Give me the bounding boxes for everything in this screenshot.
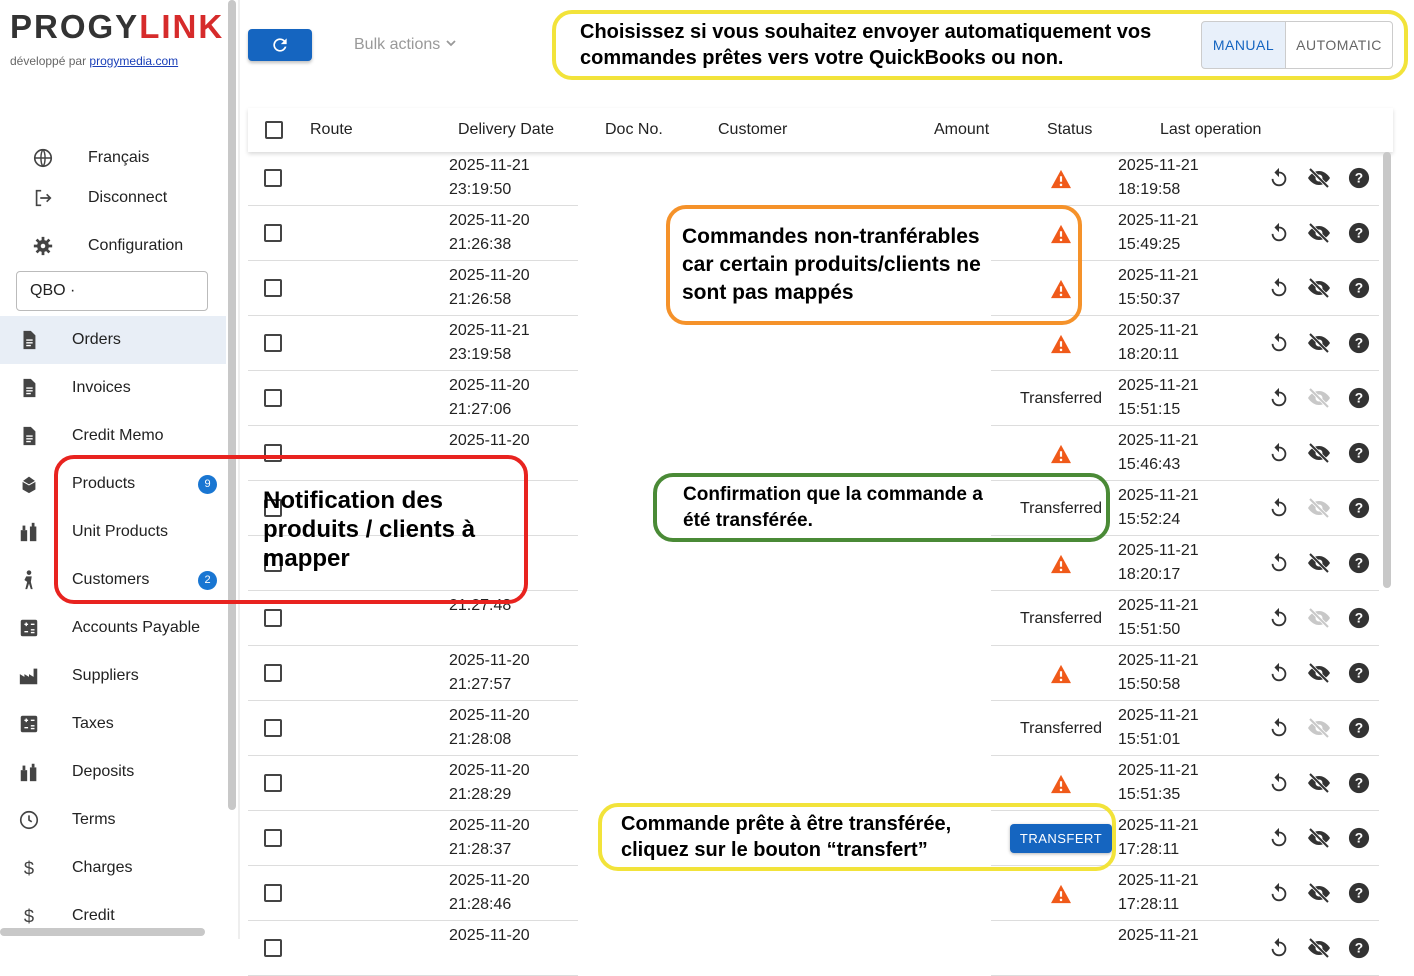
sidebar-item-invoices[interactable] [0,364,226,412]
row-checkbox[interactable] [264,884,282,902]
help-icon [1348,552,1370,574]
status-cell [1011,536,1111,591]
last-operation: 2025-11-21 15:46:43 [1118,432,1199,473]
row-checkbox[interactable] [264,719,282,737]
retry-button[interactable] [1267,551,1291,575]
retry-button[interactable] [1267,936,1291,960]
row-checkbox[interactable] [264,664,282,682]
column-amount[interactable]: Amount [934,121,990,138]
column-customer[interactable]: Customer [718,121,788,138]
eye-off-icon [1307,881,1331,905]
status-cell [1011,701,1111,756]
sidebar-item-label: Customers [72,571,150,588]
logo: PROGYLINK [10,8,225,45]
svg-text:?: ? [1354,500,1364,516]
retry-icon [1268,387,1290,409]
help-button[interactable] [1347,826,1371,850]
row-checkbox[interactable] [264,774,282,792]
bottles-icon [18,761,40,783]
retry-button[interactable] [1267,331,1291,355]
logout-icon [32,187,54,209]
retry-icon [1268,772,1290,794]
help-icon [1348,497,1370,519]
factory-icon [18,665,40,687]
delivery-date: 21:27:48 [449,597,512,614]
sidebar-item-label: Credit Memo [72,427,164,444]
sidebar-item-disconnect[interactable] [0,175,226,221]
sidebar-item-label: Disconnect [88,189,168,206]
last-operation: 2025-11-21 17:28:11 [1118,872,1199,913]
last-operation: 2025-11-21 15:51:01 [1118,707,1199,748]
last-operation: 2025-11-21 15:51:15 [1118,377,1199,418]
mode-manual-button[interactable]: MANUAL [1201,21,1286,69]
eye-off-icon [1307,716,1331,740]
hide-button[interactable] [1307,826,1331,850]
hide-button[interactable] [1307,331,1331,355]
status-text: Transferred [1019,609,1103,627]
table-row [248,151,1379,206]
help-icon [1348,827,1370,849]
status-text: Transferred [1019,499,1103,517]
svg-text:?: ? [1354,830,1364,846]
company-select[interactable]: QBO · [16,271,208,311]
table-row [248,921,1379,976]
warning-icon [1050,169,1072,189]
eye-off-icon [1307,606,1331,630]
hide-button[interactable] [1307,276,1331,300]
row-checkbox[interactable] [264,389,282,407]
person-icon [18,569,40,591]
status-cell [1011,151,1111,206]
help-button[interactable] [1347,661,1371,685]
hide-button[interactable] [1307,716,1331,740]
svg-text:?: ? [1354,720,1364,736]
document-icon [18,377,40,399]
table-header [248,108,1393,152]
last-operation: 2025-11-21 18:19:58 [1118,157,1199,198]
sidebar-item-label: Products [72,475,136,492]
svg-text:?: ? [1354,555,1364,571]
column-last-operation[interactable]: Last operation [1160,121,1262,138]
bulk-actions-dropdown[interactable]: Bulk actions [354,36,457,54]
help-icon [1348,277,1370,299]
status-text: Transferred [1019,719,1103,737]
status-cell [1011,866,1111,921]
clock-icon [18,809,40,831]
help-icon [1348,662,1370,684]
last-operation: 2025-11-21 15:52:24 [1118,487,1199,528]
help-button[interactable] [1347,331,1371,355]
last-operation: 2025-11-21 17:28:11 [1118,817,1199,858]
retry-button[interactable] [1267,881,1291,905]
mode-automatic-button[interactable]: AUTOMATIC [1285,21,1393,69]
help-icon [1348,167,1370,189]
eye-off-icon [1307,386,1331,410]
help-button[interactable] [1347,441,1371,465]
last-operation: 2025-11-21 18:20:11 [1118,322,1199,363]
eye-off-icon [1307,551,1331,575]
hide-button[interactable] [1307,496,1331,520]
sidebar-item-suppliers[interactable] [0,652,226,700]
eye-off-icon [1307,661,1331,685]
help-icon [1348,607,1370,629]
sidebar-item-label: Credit [72,907,115,924]
hide-button[interactable] [1307,551,1331,575]
retry-icon [1268,222,1290,244]
svg-text:?: ? [1354,610,1364,626]
delivery-date: 2025-11-21 23:19:50 [449,157,530,198]
help-icon [1348,387,1370,409]
help-button[interactable] [1347,386,1371,410]
callout-not-transferable: Commandes non-tranférables car certain produits/clients ne sont pas mappés [666,205,1082,325]
status-cell [1011,921,1111,976]
delivery-date: 2025-11-20 21:27:57 [449,652,530,693]
column-route[interactable]: Route [310,121,353,138]
eye-off-icon [1307,166,1331,190]
sidebar-item-charges[interactable] [0,844,226,892]
retry-icon [1268,332,1290,354]
delivery-date: 2025-11-20 21:27:06 [449,377,530,418]
table-scrollbar[interactable] [1383,152,1391,588]
sidebar-item-label: Suppliers [72,667,139,684]
help-button[interactable] [1347,551,1371,575]
svg-text:$: $ [23,905,35,927]
retry-icon [1268,662,1290,684]
sidebar-item-label: Taxes [72,715,114,732]
hide-button[interactable] [1307,771,1331,795]
refresh-button[interactable] [248,29,312,61]
svg-text:?: ? [1354,225,1364,241]
row-checkbox[interactable] [264,334,282,352]
document-icon [18,329,40,351]
retry-icon [1268,827,1290,849]
svg-text:?: ? [1354,665,1364,681]
hide-button[interactable] [1307,936,1331,960]
eye-off-icon [1307,276,1331,300]
help-button[interactable] [1347,166,1371,190]
eye-off-icon [1307,221,1331,245]
retry-icon [1268,717,1290,739]
help-icon [1348,882,1370,904]
delivery-date: 2025-11-20 [449,927,530,944]
retry-icon [1268,277,1290,299]
last-operation: 2025-11-21 15:50:37 [1118,267,1199,308]
eye-off-icon [1307,441,1331,465]
column-status[interactable]: Status [1047,121,1093,138]
retry-icon [1268,607,1290,629]
callout-ready-to-transfer: Commande prête à être transférée, cliquez sur le bouton “transfert” [598,803,1116,871]
sidebar-item-label: Invoices [72,379,131,396]
svg-text:$: $ [23,857,35,879]
sidebar-item-configuration[interactable] [0,223,226,269]
callout-mapping-notification: Notification des produits / clients à mapper [54,455,528,604]
delivery-date: 2025-11-21 23:19:58 [449,322,530,363]
delivery-date: 2025-11-20 21:26:58 [449,267,530,308]
sidebar-item-credit-memo[interactable] [0,412,226,460]
row-checkbox[interactable] [264,939,282,957]
notification-badge: 2 [198,571,217,590]
column-doc-no[interactable]: Doc No. [605,121,663,138]
sidebar-item-label: Français [88,149,150,166]
hide-button[interactable] [1307,221,1331,245]
delivery-date: 2025-11-20 21:28:29 [449,762,530,803]
help-button[interactable] [1347,606,1371,630]
svg-text:?: ? [1354,280,1364,296]
callout-mode-info: Choisissez si vous souhaitez envoyer automatiquement vos commandes prêtes vers votre QuickBooks ou non. [552,10,1408,80]
row-checkbox[interactable] [264,279,282,297]
last-operation: 2025-11-21 15:50:58 [1118,652,1199,693]
retry-button[interactable] [1267,386,1291,410]
help-icon [1348,442,1370,464]
sidebar-item-label: Accounts Payable [72,619,201,636]
sidebar-item-label: Terms [72,811,116,828]
last-operation: 2025-11-21 [1118,927,1199,944]
last-operation: 2025-11-21 18:20:17 [1118,542,1199,583]
retry-icon [1268,442,1290,464]
sidebar-item-taxes[interactable] [0,700,226,748]
help-icon [1348,222,1370,244]
retry-button[interactable] [1267,441,1291,465]
hide-button[interactable] [1307,881,1331,905]
calculator-icon [18,617,40,639]
warning-icon [1050,554,1072,574]
table-row [248,371,1379,426]
svg-text:?: ? [1354,775,1364,791]
help-button[interactable] [1347,936,1371,960]
help-button[interactable] [1347,771,1371,795]
table-row [248,866,1379,921]
table-row [248,701,1379,756]
eye-off-icon [1307,826,1331,850]
eye-off-icon [1307,496,1331,520]
hide-button[interactable] [1307,386,1331,410]
last-operation: 2025-11-21 15:51:50 [1118,597,1199,638]
last-operation: 2025-11-21 15:49:25 [1118,212,1199,253]
select-all-checkbox[interactable] [265,121,283,139]
help-button[interactable] [1347,276,1371,300]
hide-button[interactable] [1307,661,1331,685]
hide-button[interactable] [1307,606,1331,630]
sidebar-item-label: Charges [72,859,133,876]
gear-icon [32,235,54,257]
dollar-icon [18,857,40,879]
svg-text:?: ? [1354,390,1364,406]
callout-transferred: Confirmation que la commande a été transférée. [653,473,1110,542]
delivery-date: 2025-11-20 21:26:38 [449,212,530,253]
sidebar-item-terms[interactable] [0,796,226,844]
help-button[interactable] [1347,496,1371,520]
calculator-icon [18,713,40,735]
developer-link[interactable]: progymedia.com [89,54,179,68]
status-cell [1011,646,1111,701]
status-text: Transferred [1019,389,1103,407]
status-cell [1011,371,1111,426]
notification-badge: 9 [198,475,217,494]
document-icon [18,425,40,447]
row-checkbox[interactable] [264,169,282,187]
retry-icon [1268,937,1290,959]
sidebar-item-label: Configuration [88,237,184,254]
retry-button[interactable] [1267,166,1291,190]
retry-button[interactable] [1267,826,1291,850]
retry-button[interactable] [1267,276,1291,300]
last-operation: 2025-11-21 15:51:35 [1118,762,1199,803]
hide-button[interactable] [1307,166,1331,190]
retry-button[interactable] [1267,606,1291,630]
help-icon [1348,937,1370,959]
help-icon [1348,772,1370,794]
table-row [248,646,1379,701]
sidebar-item-deposits[interactable] [0,748,226,796]
warning-icon [1050,444,1072,464]
warning-icon [1050,774,1072,794]
svg-text:?: ? [1354,170,1364,186]
eye-off-icon [1307,331,1331,355]
retry-button[interactable] [1267,661,1291,685]
svg-text:?: ? [1354,445,1364,461]
eye-off-icon [1307,771,1331,795]
delivery-date: 2025-11-20 [449,432,530,449]
refresh-icon [270,35,290,55]
sidebar-item-label: Unit Products [72,523,169,540]
warning-icon [1050,884,1072,904]
sidebar-scrollbar[interactable] [228,0,236,810]
delivery-date: 2025-11-20 21:28:08 [449,707,530,748]
unit-icon [18,521,40,543]
product-icon [18,473,40,495]
retry-icon [1268,552,1290,574]
retry-button[interactable] [1267,716,1291,740]
sidebar-item-label: Orders [72,331,121,348]
help-button[interactable] [1347,716,1371,740]
eye-off-icon [1307,936,1331,960]
sidebar-item-label: Deposits [72,763,135,780]
retry-button[interactable] [1267,771,1291,795]
warning-icon [1050,334,1072,354]
warning-icon [1050,664,1072,684]
globe-icon [32,147,54,169]
help-icon [1348,332,1370,354]
retry-icon [1268,167,1290,189]
row-checkbox[interactable] [264,224,282,242]
delivery-date: 2025-11-20 21:28:46 [449,872,530,913]
help-button[interactable] [1347,881,1371,905]
column-delivery-date[interactable]: Delivery Date [458,121,555,138]
retry-button[interactable] [1267,496,1291,520]
svg-text:?: ? [1354,885,1364,901]
dollar-icon [18,905,40,927]
row-checkbox[interactable] [264,829,282,847]
chevron-down-icon [445,37,457,49]
help-button[interactable] [1347,221,1371,245]
row-checkbox[interactable] [264,609,282,627]
svg-text:?: ? [1354,335,1364,351]
retry-icon [1268,882,1290,904]
transfer-button[interactable]: TRANSFERT [1010,824,1112,853]
sidebar-item-orders[interactable] [0,316,226,364]
retry-icon [1268,497,1290,519]
developer-credit: développé par progymedia.com [10,54,179,68]
status-cell [1011,591,1111,646]
hide-button[interactable] [1307,441,1331,465]
horizontal-scrollbar[interactable] [0,928,205,936]
delivery-date: 2025-11-20 21:28:37 [449,817,530,858]
help-icon [1348,717,1370,739]
svg-text:?: ? [1354,940,1364,956]
retry-button[interactable] [1267,221,1291,245]
sidebar-item-accounts-payable[interactable] [0,604,226,652]
